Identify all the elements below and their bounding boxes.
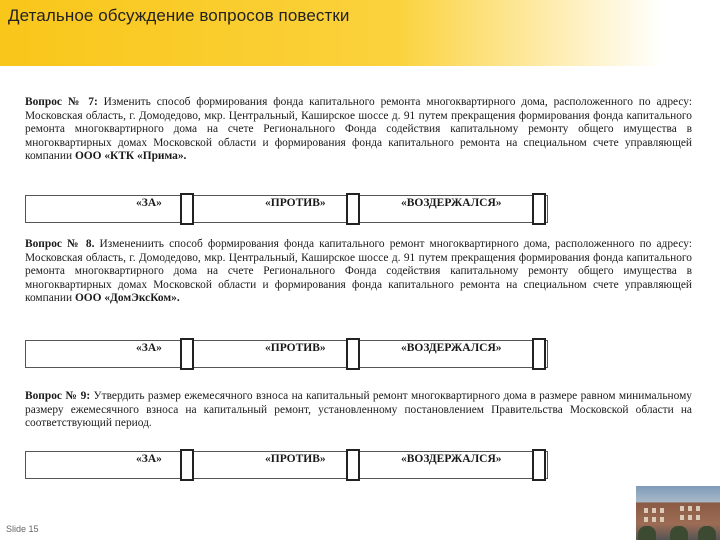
question-7-number: Вопрос № 7: — [25, 96, 98, 108]
vote-label-abstain: «ВОЗДЕРЖАЛСЯ» — [401, 197, 502, 209]
vote-row-question-8 — [25, 340, 548, 368]
slide-number: Slide 15 — [6, 524, 39, 534]
building-photo — [636, 486, 720, 540]
vote-label-for: «ЗА» — [136, 453, 162, 465]
vote-checkbox-abstain[interactable] — [532, 193, 546, 225]
question-7-body: Изменить способ формирования фонда капитального ремонта многоквартирного дома, расположенного по адресу: Московская область, г. Домодедово, мкр. Центральный, Каширское шоссе д. 91 путем прекращения формирования фонда капитального ремонта многоквартирного дома на счете Регионального Фонда содействия капитальному ремонту общего имущества в многоквартирных домах Московской области и формирования фонда капитального ремонта на специальном счете управляющей компании — [25, 96, 692, 163]
vote-checkbox-for[interactable] — [180, 449, 194, 481]
question-8-body: Изменениить способ формирования фонда капитального ремонт многоквартирного дома, расположенного по адресу: Московская область, г. Домодедово, мкр. Центральный, Каширское шоссе д. 91 путем прекращения формирования фонда капитального ремонта многоквартирного дома на счете Регионального Фонда содействия капитальному ремонту общего имущества в многоквартирных домах Московской области и формирования фонда капитального ремонта на специальном счете управляющей компании — [25, 238, 692, 305]
vote-label-for: «ЗА» — [136, 197, 162, 209]
vote-row-question-9 — [25, 451, 548, 479]
vote-label-against: «ПРОТИВ» — [265, 342, 326, 354]
vote-label-against: «ПРОТИВ» — [265, 453, 326, 465]
question-9-number: Вопрос № 9: — [25, 390, 91, 402]
vote-checkbox-against[interactable] — [346, 193, 360, 225]
vote-checkbox-against[interactable] — [346, 338, 360, 370]
question-9-text — [25, 390, 692, 431]
question-8-text — [25, 238, 692, 306]
vote-checkbox-against[interactable] — [346, 449, 360, 481]
vote-label-abstain: «ВОЗДЕРЖАЛСЯ» — [401, 342, 502, 354]
question-8-company: ООО «ДомЭксКом». — [74, 292, 180, 305]
slide-title: Детальное обсуждение вопросов повестки — [8, 6, 350, 25]
vote-checkbox-abstain[interactable] — [532, 338, 546, 370]
vote-row-question-7 — [25, 195, 548, 223]
vote-checkbox-for[interactable] — [180, 193, 194, 225]
question-7-text — [25, 96, 692, 164]
vote-label-abstain: «ВОЗДЕРЖАЛСЯ» — [401, 453, 502, 465]
question-7-company: ООО «КТК «Прима». — [74, 150, 187, 163]
question-9-body: Утвердить размер ежемесячного взноса на капитальный ремонт многоквартирного дома в размере равном минимальному размеру ежемесячного взноса на капитальный ремонт, установленному постановлением Правительства Московской области на соответствующий период. — [25, 390, 692, 430]
question-8-number: Вопрос № 8. — [25, 238, 95, 250]
vote-checkbox-for[interactable] — [180, 338, 194, 370]
vote-label-for: «ЗА» — [136, 342, 162, 354]
vote-label-against: «ПРОТИВ» — [265, 197, 326, 209]
vote-checkbox-abstain[interactable] — [532, 449, 546, 481]
